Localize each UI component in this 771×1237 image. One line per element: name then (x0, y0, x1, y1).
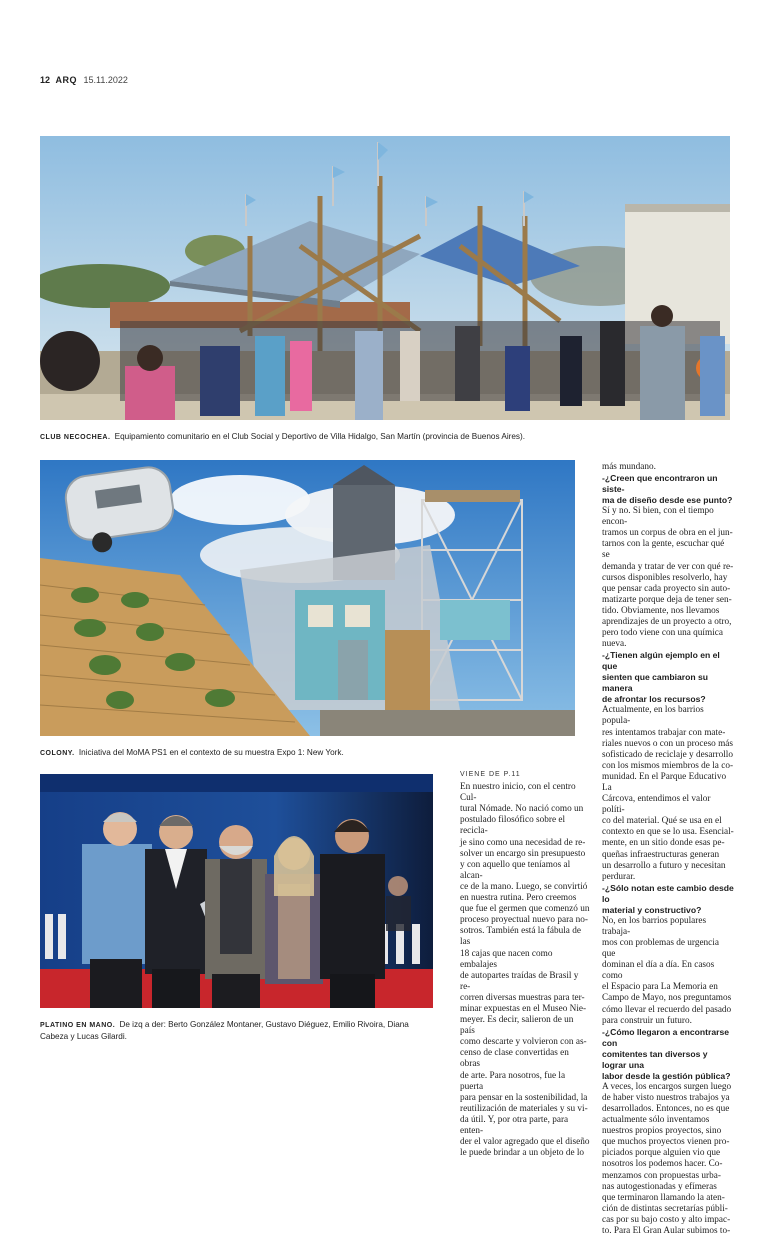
photo-platino-illustration (40, 774, 433, 1008)
interview-question (602, 650, 734, 705)
text-line: un desarrollo a futuro y necesitan (602, 860, 726, 871)
text-line: riales nuevos o con un proceso más (602, 738, 734, 749)
text-line: contexto en que se lo usa. Esencial- (602, 827, 734, 838)
text-line: mente, en un sitio donde esas pe- (602, 838, 725, 849)
text-line: demanda y tratar de ver con qué re- (602, 561, 734, 572)
text-line: der el valor agregado que el diseño (460, 1137, 590, 1148)
interview-question (602, 883, 734, 916)
text-line: para pensar en la sostenibilidad, la (460, 1092, 588, 1103)
section-name: ARQ (55, 75, 78, 85)
text-line: reutilización de materiales y su vi- (460, 1103, 588, 1114)
text-line: nueva. (602, 639, 627, 650)
interview-answer (602, 705, 734, 883)
issue-date: 15.11.2022 (83, 75, 128, 85)
text-line: da útil. Y, por otra parte, para enten- (460, 1114, 569, 1136)
text-line: que terminaron llamando la aten- (602, 1192, 725, 1203)
text-line: minar expuestas en el Museo Nie- (460, 1003, 587, 1014)
text-line: le puede brindar a un objeto de lo (460, 1148, 585, 1159)
text-line: Cárcova, entendimos el valor políti- (602, 794, 711, 816)
text-line: 18 cajas que nacen como embalajes (460, 948, 553, 970)
caption-tag: CLUB NECOCHEA. (40, 434, 111, 441)
text-line: de haber visto nuestros trabajos ya (602, 1092, 730, 1103)
text-line: je sino como una necesidad de re- (460, 837, 586, 848)
text-line: desarrollados. Entonces, no es que (602, 1103, 730, 1114)
text-line: nas autogestionadas y efímeras (602, 1181, 717, 1192)
caption-text: Equipamiento comunitario en el Club Social y Deportivo de Villa Hidalgo, San Martín (provincia de Buenos Aires). (114, 432, 526, 441)
text-line: y con aquello que teníamos al alcan- (460, 859, 571, 881)
text-line: pero todo viene con una química (602, 628, 723, 639)
text-line: ma de diseño desde ese punto? (602, 495, 733, 506)
text-line: queñas infraestructuras generan (602, 849, 720, 860)
photo-colony-illustration (40, 460, 575, 736)
text-line: más mundano. (602, 462, 656, 472)
text-line: -¿Creen que encontraron un siste- (602, 473, 718, 495)
text-line: tural Nómade. No nació como un (460, 804, 584, 815)
photo-platino (40, 774, 433, 1008)
text-line: cursos disponibles resolverlo, hay (602, 572, 728, 583)
text-line: material y constructivo? (602, 904, 702, 915)
article-column-1 (460, 769, 590, 1159)
text-line: con los mismos miembros de la co- (602, 760, 734, 771)
text-line: tarnos con la gente, escuchar qué se (602, 539, 725, 561)
text-line: en nuestra rutina. Pero creemos (460, 893, 577, 904)
text-line: labor desde la gestión pública? (602, 1070, 731, 1081)
text-line: Campo de Mayo, nos preguntamos (602, 993, 732, 1004)
caption-text: De izq a der: Berto González Montaner, Gustavo Diéguez, Emilio Rivoira, Diana Cabeza y Lucas Gilardi. (40, 1020, 409, 1041)
text-line: -¿Sólo notan este cambio desde lo (602, 882, 734, 904)
text-line: censo de clase convertidas en obras (460, 1048, 569, 1070)
column-1-body (460, 782, 590, 1159)
text-line: actualmente sólo inventamos (602, 1115, 710, 1126)
text-line: En nuestro inicio, con el centro Cul- (460, 782, 576, 804)
text-line: munidad. En el Parque Educativo La (602, 771, 727, 793)
text-line: mos con problemas de urgencia que (602, 938, 719, 960)
text-line: que pensar cada proyecto sin auto- (602, 583, 731, 594)
text-line: nosotros los podemos hacer. Co- (602, 1159, 723, 1170)
text-line: co del material. Qué se usa en el (602, 816, 722, 827)
text-line: de afrontar los recursos? (602, 694, 706, 705)
text-line: corren diversas muestras para ter- (460, 992, 585, 1003)
text-line: tramos un corpus de obra en el jun- (602, 528, 733, 539)
article-column-2 (602, 462, 734, 1237)
text-line: Actualmente, en los barrios popula- (602, 705, 704, 727)
photo-club-necochea-illustration (40, 136, 730, 420)
continued-from: VIENE DE P.11 (460, 771, 521, 778)
text-line: menzamos con propuestas urba- (602, 1170, 721, 1181)
caption-tag: PLATINO EN MANO. (40, 1022, 116, 1029)
interview-question (602, 1027, 734, 1082)
text-line: que fue el germen que comenzó un (460, 904, 590, 915)
text-line: -¿Tienen algún ejemplo en el que (602, 650, 720, 672)
text-line: tido. Obviamente, nos llevamos (602, 605, 720, 616)
text-line: Sí y no. Si bien, con el tiempo encon- (602, 506, 714, 528)
text-line: dominan el día a día. En casos como (602, 960, 715, 982)
text-line: meyer. Es decir, salieron de un país (460, 1015, 574, 1037)
text-line: cómo llevar el recuerdo del pasado (602, 1004, 732, 1015)
interview-answer (602, 462, 734, 473)
text-line: para construir un futuro. (602, 1015, 692, 1026)
text-line: piciados porque alguien vio que (602, 1148, 721, 1159)
text-line: de arte. Para nosotros, fue la puerta (460, 1070, 566, 1092)
text-line: ción de distintas secretarías públi- (602, 1203, 728, 1214)
text-line: aprendizajes de un proyecto a otro, (602, 617, 732, 628)
interview-answer (602, 506, 734, 650)
text-line: proceso proyectual nuevo para no- (460, 915, 588, 926)
text-line: -¿Cómo llegaron a encontrarse con (602, 1026, 730, 1048)
caption-club-necochea (40, 431, 730, 443)
photo-colony (40, 460, 575, 736)
text-line: A veces, los encargos surgen luego (602, 1081, 732, 1092)
text-line: sienten que cambiaron su manera (602, 672, 709, 694)
column-2-body (602, 462, 734, 1237)
photo-club-necochea (40, 136, 730, 420)
caption-platino (40, 1019, 435, 1042)
caption-colony (40, 747, 580, 759)
text-line: matizarte porque deja de tener sen- (602, 594, 732, 605)
text-line: postulado filosófico sobre el recicla- (460, 815, 566, 837)
text-line: No, en los barrios populares trabaja- (602, 915, 707, 937)
interview-answer (602, 916, 734, 1027)
text-line: to. Para El Gran Aular subimos to- (602, 1225, 731, 1236)
text-line: ce de la mano. Luego, se convirtió (460, 881, 588, 892)
interview-answer (602, 1082, 734, 1237)
text-line: comitentes tan diversos y lograr una (602, 1048, 708, 1070)
caption-tag: COLONY. (40, 750, 75, 757)
text-line: perdurar. (602, 871, 636, 882)
text-line: el Espacio para La Memoria en (602, 982, 718, 993)
text-line: de autopartes traídas de Brasil y re- (460, 970, 579, 992)
text-line: sotros. También está la fábula de las (460, 926, 581, 948)
interview-question (602, 473, 734, 506)
page-number: 12 (40, 75, 51, 85)
text-line: res intentamos trabajar con mate- (602, 727, 726, 738)
caption-text: Iniciativa del MoMA PS1 en el contexto de su muestra Expo 1: New York. (78, 748, 344, 757)
text-line: sofisticado de reciclaje y desarrollo (602, 749, 733, 760)
text-line: cas por su bajo costo y alto impac- (602, 1214, 731, 1225)
text-line: nuestros propios proyectos, sino (602, 1126, 722, 1137)
page-folio (40, 75, 128, 85)
text-line: solver un encargo sin presupuesto (460, 848, 586, 859)
text-line: como descarte y volvieron con as- (460, 1037, 587, 1048)
text-line: que muchos proyectos vienen pro- (602, 1137, 730, 1148)
